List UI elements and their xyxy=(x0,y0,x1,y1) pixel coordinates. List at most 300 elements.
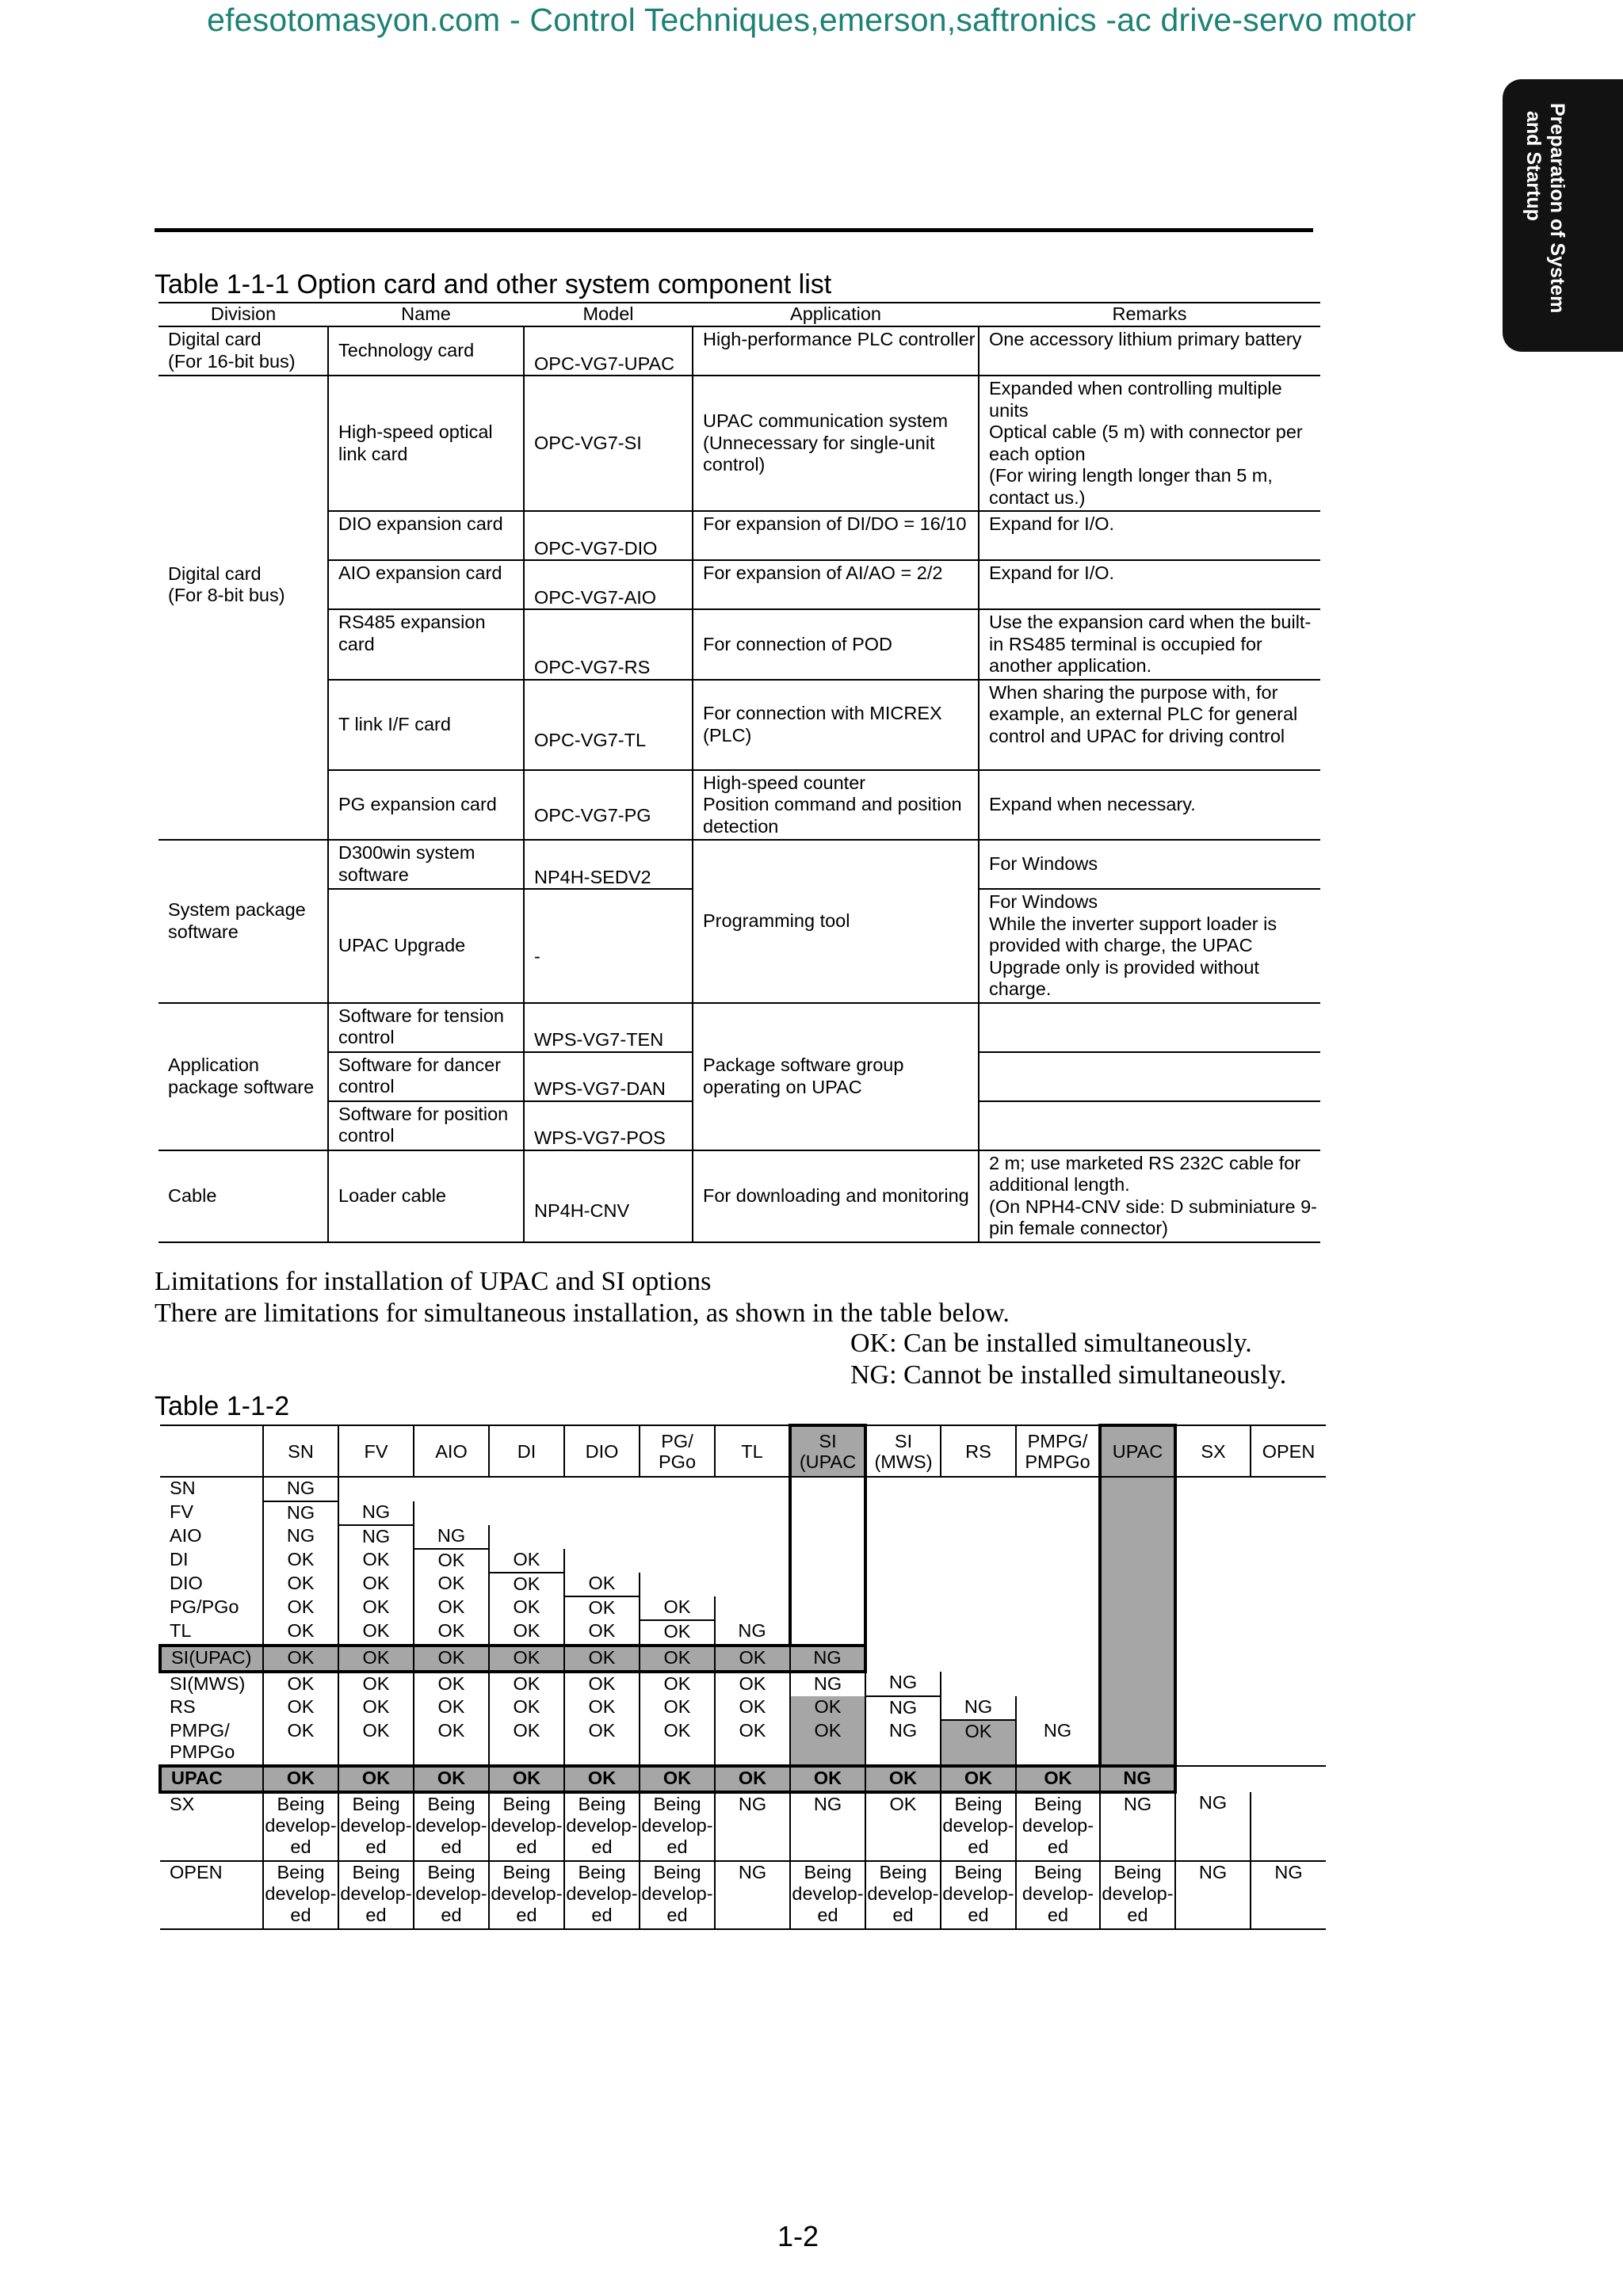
compat-cell: NG xyxy=(865,1672,941,1696)
remarks-cell: 2 m; use marketed RS 232C cable for additional length. (On NPH4-CNV side: D subminiature 9-pin female connector) xyxy=(979,1150,1320,1242)
compat-cell: NG xyxy=(790,1792,865,1861)
compat-cell: OK xyxy=(564,1573,640,1596)
empty-cell xyxy=(640,1573,715,1596)
empty-cell xyxy=(1251,1573,1326,1596)
table-row xyxy=(160,1792,1326,1861)
compat-cell: OK xyxy=(790,1766,865,1792)
compat-cell: OK xyxy=(414,1672,489,1696)
column-header: OPEN xyxy=(1251,1425,1326,1477)
compat-cell: NG xyxy=(1100,1792,1175,1861)
model-cell: NP4H-CNV xyxy=(524,1150,693,1242)
section-tab xyxy=(1503,79,1623,352)
empty-cell xyxy=(1016,1646,1100,1672)
model-cell: OPC-VG7-UPAC xyxy=(524,326,693,376)
empty-cell xyxy=(489,1501,564,1525)
compat-cell: OK xyxy=(489,1646,564,1672)
empty-cell xyxy=(941,1620,1016,1646)
compat-cell: OK xyxy=(263,1620,338,1646)
empty-cell xyxy=(1100,1477,1175,1501)
empty-cell xyxy=(640,1525,715,1549)
empty-cell xyxy=(640,1477,715,1501)
compat-cell: OK xyxy=(338,1766,414,1792)
compat-cell: NG xyxy=(1251,1861,1326,1929)
empty-cell xyxy=(640,1549,715,1573)
table-row xyxy=(160,1501,1326,1525)
compat-cell: NG xyxy=(790,1672,865,1696)
compat-cell: OK xyxy=(263,1696,338,1720)
row-label: SX xyxy=(160,1792,263,1861)
compat-cell: NG xyxy=(941,1696,1016,1720)
name-cell: RS485 expansion card xyxy=(328,609,524,680)
name-cell: AIO expansion card xyxy=(328,560,524,609)
empty-cell xyxy=(1100,1720,1175,1766)
application-cell: For expansion of AI/AO = 2/2 xyxy=(693,560,979,609)
empty-cell xyxy=(1100,1549,1175,1573)
legend-ok: OK: Can be installed simultaneously. xyxy=(850,1329,1252,1358)
remarks-cell: Use the expansion card when the built-in RS485 terminal is occupied for another application. xyxy=(979,609,1320,680)
section-tab-label: Preparation of System and Startup xyxy=(1522,103,1568,314)
application-cell: High-speed counter Position command and position detection xyxy=(693,770,979,841)
division-cell: Cable xyxy=(158,1150,328,1242)
model-cell: OPC-VG7-PG xyxy=(524,770,693,841)
row-label: FV xyxy=(170,1501,194,1522)
model-cell: OPC-VG7-TL xyxy=(524,680,693,770)
compat-cell: NG xyxy=(715,1792,790,1861)
column-header: Application xyxy=(693,303,979,326)
table-row xyxy=(158,511,1320,560)
compat-cell: OK xyxy=(564,1672,640,1696)
compat-cell: OK xyxy=(564,1596,640,1620)
empty-cell xyxy=(1016,1672,1100,1696)
compat-cell: OK xyxy=(263,1549,338,1573)
empty-cell xyxy=(1175,1646,1251,1672)
compat-cell: NG xyxy=(790,1646,865,1672)
application-cell: High-performance PLC controller xyxy=(693,326,979,376)
name-cell: Software for dancer control xyxy=(328,1052,524,1101)
compat-cell: Being develop- ed xyxy=(414,1792,489,1861)
division-cell: Digital card (For 16-bit bus) xyxy=(158,326,328,376)
column-header: Model xyxy=(524,303,693,326)
compat-cell: Being develop- ed xyxy=(489,1861,564,1929)
empty-cell xyxy=(414,1501,489,1525)
compat-cell: OK xyxy=(489,1696,564,1720)
compat-cell: Being develop- ed xyxy=(414,1861,489,1929)
column-header: AIO xyxy=(414,1425,489,1477)
row-label: OPEN xyxy=(160,1861,263,1929)
empty-cell xyxy=(1175,1501,1251,1525)
compat-cell: Being develop- ed xyxy=(263,1792,338,1861)
row-label: SI(MWS) xyxy=(170,1673,246,1694)
row-label: TL xyxy=(170,1620,192,1641)
compat-cell: OK xyxy=(338,1646,414,1672)
empty-cell xyxy=(865,1501,941,1525)
model-cell: OPC-VG7-SI xyxy=(524,376,693,511)
table-row xyxy=(158,680,1320,770)
compat-cell: OK xyxy=(489,1720,564,1766)
compat-cell: OK xyxy=(941,1720,1016,1766)
column-header: UPAC xyxy=(1100,1425,1175,1477)
compat-cell: Being develop- ed xyxy=(640,1792,715,1861)
compat-cell: OK xyxy=(489,1573,564,1596)
compat-cell: OK xyxy=(640,1620,715,1646)
row-label: DIO xyxy=(170,1573,203,1593)
empty-cell xyxy=(1251,1696,1326,1720)
compat-cell: OK xyxy=(414,1766,489,1792)
column-header: TL xyxy=(715,1425,790,1477)
remarks-cell: Expand for I/O. xyxy=(979,560,1320,609)
remarks-cell: Expanded when controlling multiple units Optical cable (5 m) with connector per each option (For wiring length longer than 5 m, contact us.) xyxy=(979,376,1320,511)
top-rule xyxy=(155,228,1313,232)
row-label: RS xyxy=(170,1696,196,1717)
compat-cell: OK xyxy=(263,1672,338,1696)
table-row xyxy=(160,1766,1326,1792)
compat-cell: OK xyxy=(338,1620,414,1646)
model-cell: NP4H-SEDV2 xyxy=(524,840,693,889)
remarks-cell: For Windows xyxy=(979,840,1320,889)
empty-cell xyxy=(790,1525,865,1549)
compat-cell: OK xyxy=(338,1549,414,1573)
compat-cell: OK xyxy=(263,1720,338,1766)
compat-cell: OK xyxy=(865,1792,941,1861)
table-row xyxy=(160,1646,1326,1672)
table-header-row xyxy=(160,1425,1326,1477)
empty-cell xyxy=(1175,1720,1251,1766)
compat-cell: OK xyxy=(790,1720,865,1766)
compat-cell: OK xyxy=(338,1596,414,1620)
compat-cell: OK xyxy=(715,1720,790,1766)
empty-cell xyxy=(941,1646,1016,1672)
column-header: Division xyxy=(158,303,328,326)
option-card-table xyxy=(158,302,1320,1243)
compat-cell: OK xyxy=(640,1696,715,1720)
empty-cell xyxy=(1251,1672,1326,1696)
empty-cell xyxy=(1175,1549,1251,1573)
compat-cell: NG xyxy=(865,1696,941,1720)
empty-cell xyxy=(414,1477,489,1501)
empty-cell xyxy=(1175,1672,1251,1696)
name-cell: T link I/F card xyxy=(328,680,524,770)
application-cell: Package software group operating on UPAC xyxy=(693,1003,979,1150)
empty-cell xyxy=(1100,1573,1175,1596)
empty-cell xyxy=(865,1646,941,1672)
compat-cell: OK xyxy=(564,1720,640,1766)
compat-cell: NG xyxy=(1175,1861,1251,1929)
empty-cell xyxy=(865,1620,941,1646)
compat-cell: Being develop- ed xyxy=(1016,1792,1100,1861)
empty-cell xyxy=(1016,1620,1100,1646)
empty-cell xyxy=(941,1477,1016,1501)
table-row xyxy=(160,1477,1326,1501)
compat-cell: OK xyxy=(489,1620,564,1646)
compat-cell: OK xyxy=(640,1720,715,1766)
empty-cell xyxy=(715,1501,790,1525)
empty-cell xyxy=(1016,1525,1100,1549)
empty-cell xyxy=(941,1549,1016,1573)
table-row xyxy=(158,1150,1320,1242)
empty-cell xyxy=(1175,1696,1251,1720)
compat-cell: OK xyxy=(715,1646,790,1672)
compat-cell: OK xyxy=(263,1766,338,1792)
empty-cell xyxy=(1251,1720,1326,1766)
application-cell: For connection with MICREX (PLC) xyxy=(693,680,979,770)
compat-cell: OK xyxy=(640,1596,715,1620)
compat-cell: OK xyxy=(489,1596,564,1620)
compat-cell: OK xyxy=(564,1696,640,1720)
compat-cell: OK xyxy=(489,1672,564,1696)
compat-cell: OK xyxy=(790,1696,865,1720)
column-header: PG/ PGo xyxy=(640,1425,715,1477)
column-header: RS xyxy=(941,1425,1016,1477)
empty-cell xyxy=(715,1573,790,1596)
name-cell: Software for tension control xyxy=(328,1003,524,1052)
empty-cell xyxy=(790,1501,865,1525)
compat-cell: OK xyxy=(263,1596,338,1620)
remarks-cell xyxy=(979,1052,1320,1101)
empty-cell xyxy=(1100,1620,1175,1646)
application-cell: For expansion of DI/DO = 16/10 xyxy=(693,511,979,560)
compat-cell: OK xyxy=(414,1646,489,1672)
compat-cell: OK xyxy=(414,1696,489,1720)
compat-cell: Being develop- ed xyxy=(338,1861,414,1929)
empty-cell xyxy=(1100,1672,1175,1696)
row-label: PMPG/ PMPGo xyxy=(160,1720,263,1766)
empty-cell xyxy=(1100,1501,1175,1525)
compat-cell: NG xyxy=(715,1861,790,1929)
empty-cell xyxy=(1016,1573,1100,1596)
empty-cell xyxy=(564,1549,640,1573)
compat-cell: OK xyxy=(715,1766,790,1792)
site-header: efesotomasyon.com - Control Techniques,emerson,saftronics -ac drive-servo motor xyxy=(207,2,1416,38)
column-header: Remarks xyxy=(979,303,1320,326)
remarks-cell xyxy=(979,1003,1320,1052)
compat-cell: OK xyxy=(338,1573,414,1596)
table-row xyxy=(160,1549,1326,1573)
row-label: SN xyxy=(170,1478,196,1498)
compat-cell: Being develop- ed xyxy=(489,1792,564,1861)
model-cell: - xyxy=(524,889,693,1003)
empty-cell xyxy=(715,1596,790,1620)
compat-cell: OK xyxy=(640,1672,715,1696)
column-header: PMPG/ PMPGo xyxy=(1016,1425,1100,1477)
compat-cell: Being develop- ed xyxy=(640,1861,715,1929)
empty-cell xyxy=(865,1525,941,1549)
empty-cell xyxy=(1016,1549,1100,1573)
compat-cell: NG xyxy=(338,1525,414,1549)
empty-cell xyxy=(941,1573,1016,1596)
empty-cell xyxy=(790,1477,865,1501)
compat-cell: NG xyxy=(263,1477,338,1501)
empty-cell xyxy=(790,1573,865,1596)
empty-cell xyxy=(1100,1696,1175,1720)
table-row xyxy=(160,1696,1326,1720)
empty-cell xyxy=(1251,1620,1326,1646)
compat-cell: OK xyxy=(489,1549,564,1573)
compat-cell: OK xyxy=(640,1766,715,1792)
empty-cell xyxy=(1100,1596,1175,1620)
empty-cell xyxy=(1251,1596,1326,1620)
compat-cell: OK xyxy=(338,1696,414,1720)
legend-ng: NG: Cannot be installed simultaneously. xyxy=(850,1360,1287,1390)
application-cell: Programming tool xyxy=(693,840,979,1003)
empty-cell xyxy=(865,1477,941,1501)
compat-cell: NG xyxy=(865,1720,941,1766)
corner-cell xyxy=(160,1425,263,1477)
compat-cell: OK xyxy=(414,1549,489,1573)
empty-cell xyxy=(865,1596,941,1620)
empty-cell xyxy=(1175,1620,1251,1646)
compat-cell: OK xyxy=(414,1720,489,1766)
compat-cell: OK xyxy=(564,1620,640,1646)
compat-cell: OK xyxy=(1016,1766,1100,1792)
column-header: DI xyxy=(489,1425,564,1477)
table-row xyxy=(160,1573,1326,1596)
empty-cell xyxy=(1100,1525,1175,1549)
empty-cell xyxy=(790,1549,865,1573)
remarks-cell: For Windows While the inverter support loader is provided with charge, the UPAC Upgrade only is provided without charge. xyxy=(979,889,1320,1003)
empty-cell xyxy=(1251,1501,1326,1525)
empty-cell xyxy=(941,1501,1016,1525)
empty-cell xyxy=(865,1573,941,1596)
compat-cell: Being develop- ed xyxy=(865,1861,941,1929)
table-row xyxy=(160,1861,1326,1929)
compat-cell: NG xyxy=(414,1525,489,1549)
row-label: AIO xyxy=(170,1525,202,1546)
empty-cell xyxy=(1175,1596,1251,1620)
empty-cell xyxy=(1016,1696,1100,1720)
compat-cell: OK xyxy=(941,1766,1016,1792)
limitations-text xyxy=(155,1266,1010,1329)
empty-cell xyxy=(1016,1477,1100,1501)
row-label: SI(UPAC) xyxy=(160,1646,263,1672)
application-cell: For connection of POD xyxy=(693,609,979,680)
legend xyxy=(850,1328,1286,1391)
table-row xyxy=(160,1596,1326,1620)
empty-cell xyxy=(715,1525,790,1549)
empty-cell xyxy=(1251,1525,1326,1549)
empty-cell xyxy=(338,1477,414,1501)
compat-cell: OK xyxy=(414,1573,489,1596)
row-label: PG/PGo xyxy=(170,1596,239,1617)
compat-cell: Being develop- ed xyxy=(790,1861,865,1929)
empty-cell xyxy=(1016,1596,1100,1620)
compat-cell: OK xyxy=(263,1646,338,1672)
compat-cell: NG xyxy=(1100,1766,1175,1792)
name-cell: Technology card xyxy=(328,326,524,376)
empty-cell xyxy=(489,1477,564,1501)
table-row xyxy=(158,609,1320,680)
column-header: FV xyxy=(338,1425,414,1477)
application-cell: UPAC communication system (Unnecessary for single-unit control) xyxy=(693,376,979,511)
remarks-cell: Expand for I/O. xyxy=(979,511,1320,560)
empty-cell xyxy=(564,1525,640,1549)
column-header: SI (MWS) xyxy=(865,1425,941,1477)
compat-cell: OK xyxy=(715,1696,790,1720)
compat-cell: OK xyxy=(715,1672,790,1696)
compat-cell: OK xyxy=(489,1766,564,1792)
remarks-cell xyxy=(979,1101,1320,1150)
compat-cell: NG xyxy=(1016,1720,1100,1766)
empty-cell xyxy=(715,1549,790,1573)
limitations-title: Limitations for installation of UPAC and SI options xyxy=(155,1267,712,1296)
column-header: SI (UPAC xyxy=(790,1425,865,1477)
table2-caption: Table 1-1-2 xyxy=(155,1391,290,1421)
table-row xyxy=(158,376,1320,511)
empty-cell xyxy=(564,1477,640,1501)
empty-cell xyxy=(1175,1477,1251,1501)
table-row xyxy=(158,770,1320,841)
name-cell: DIO expansion card xyxy=(328,511,524,560)
column-header: Name xyxy=(328,303,524,326)
row-label: UPAC xyxy=(160,1766,263,1792)
empty-cell xyxy=(1251,1549,1326,1573)
column-header: SN xyxy=(263,1425,338,1477)
remarks-cell: Expand when necessary. xyxy=(979,770,1320,841)
empty-cell xyxy=(564,1501,640,1525)
model-cell: OPC-VG7-AIO xyxy=(524,560,693,609)
compat-cell: Being develop- ed xyxy=(564,1861,640,1929)
empty-cell xyxy=(865,1549,941,1573)
model-cell: WPS-VG7-POS xyxy=(524,1101,693,1150)
compat-cell: NG xyxy=(338,1501,414,1525)
empty-cell xyxy=(941,1525,1016,1549)
empty-cell xyxy=(715,1477,790,1501)
empty-cell xyxy=(941,1596,1016,1620)
compat-cell: Being develop- ed xyxy=(941,1792,1016,1861)
empty-cell xyxy=(1251,1792,1326,1861)
table-row xyxy=(160,1525,1326,1549)
compat-cell: OK xyxy=(564,1766,640,1792)
table-row xyxy=(160,1620,1326,1646)
remarks-cell: One accessory lithium primary battery xyxy=(979,326,1320,376)
empty-cell xyxy=(1016,1501,1100,1525)
compat-cell: OK xyxy=(338,1720,414,1766)
table-row xyxy=(160,1720,1326,1766)
table1-caption: Table 1-1-1 Option card and other system component list xyxy=(155,269,832,299)
name-cell: PG expansion card xyxy=(328,770,524,841)
empty-cell xyxy=(489,1525,564,1549)
compat-cell: OK xyxy=(338,1672,414,1696)
column-header: SX xyxy=(1175,1425,1251,1477)
empty-cell xyxy=(1175,1573,1251,1596)
table-header-row xyxy=(158,303,1320,326)
division-cell: Application package software xyxy=(158,1003,328,1150)
compat-cell: OK xyxy=(865,1766,941,1792)
empty-cell xyxy=(640,1501,715,1525)
installation-compatibility-table xyxy=(158,1424,1326,1930)
empty-cell xyxy=(1251,1646,1326,1672)
division-cell: System package software xyxy=(158,840,328,1003)
empty-cell xyxy=(941,1672,1016,1696)
limitations-description: There are limitations for simultaneous installation, as shown in the table below. xyxy=(155,1299,1010,1328)
table-row xyxy=(158,840,1320,889)
empty-cell xyxy=(1175,1525,1251,1549)
compat-cell: NG xyxy=(1175,1792,1251,1861)
name-cell: UPAC Upgrade xyxy=(328,889,524,1003)
compat-cell: Being develop- ed xyxy=(941,1861,1016,1929)
table-row xyxy=(158,326,1320,376)
empty-cell xyxy=(1251,1477,1326,1501)
table-row xyxy=(158,1003,1320,1052)
compat-cell: Being develop- ed xyxy=(1100,1861,1175,1929)
application-cell: For downloading and monitoring xyxy=(693,1150,979,1242)
remarks-cell: When sharing the purpose with, for example, an external PLC for general control and UPAC for driving control xyxy=(979,680,1320,770)
compat-cell: Being develop- ed xyxy=(564,1792,640,1861)
model-cell: OPC-VG7-RS xyxy=(524,609,693,680)
compat-cell: OK xyxy=(414,1620,489,1646)
division-cell: Digital card (For 8-bit bus) xyxy=(158,376,328,840)
compat-cell: NG xyxy=(715,1620,790,1646)
compat-cell: Being develop- ed xyxy=(1016,1861,1100,1929)
